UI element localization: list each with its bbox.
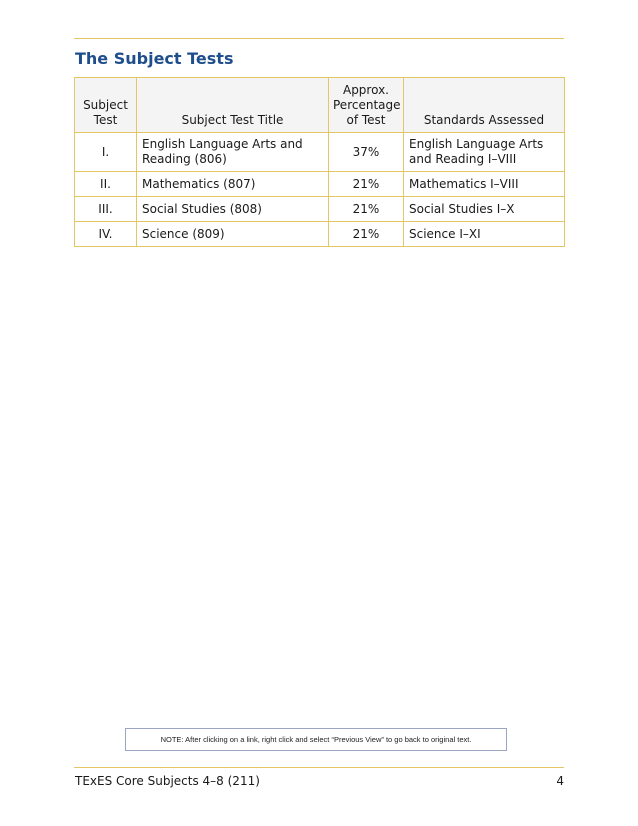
subject-standards: Mathematics I–VIII bbox=[404, 172, 565, 197]
subject-number: III. bbox=[75, 197, 137, 222]
top-divider bbox=[74, 38, 564, 39]
subject-title: English Language Arts and Reading (806) bbox=[137, 133, 329, 172]
table-row bbox=[75, 197, 565, 222]
subject-tests-table bbox=[74, 77, 565, 247]
subject-percentage: 37% bbox=[329, 133, 404, 172]
table-row bbox=[75, 133, 565, 172]
subject-percentage: 21% bbox=[329, 197, 404, 222]
header-percentage: Approx. Percentage of Test bbox=[329, 78, 404, 133]
subject-number: I. bbox=[75, 133, 137, 172]
header-title: Subject Test Title bbox=[137, 78, 329, 133]
header-standards: Standards Assessed bbox=[404, 78, 565, 133]
page-number: 4 bbox=[556, 774, 564, 788]
subject-percentage: 21% bbox=[329, 222, 404, 247]
table-row bbox=[75, 172, 565, 197]
footer-divider bbox=[74, 767, 564, 768]
subject-title: Mathematics (807) bbox=[137, 172, 329, 197]
navigation-note bbox=[125, 728, 507, 751]
subject-number: II. bbox=[75, 172, 137, 197]
subject-title: Social Studies (808) bbox=[137, 197, 329, 222]
footer-document-title: TExES Core Subjects 4–8 (211) bbox=[75, 774, 260, 788]
subject-percentage: 21% bbox=[329, 172, 404, 197]
subject-standards: Science I–XI bbox=[404, 222, 565, 247]
note-text: NOTE: After clicking on a link, right click and select “Previous View” to go back to original text. bbox=[160, 735, 472, 744]
subject-number: IV. bbox=[75, 222, 137, 247]
section-heading: The Subject Tests bbox=[75, 49, 234, 68]
table-header-row bbox=[75, 78, 565, 133]
subject-standards: Social Studies I–X bbox=[404, 197, 565, 222]
subject-standards: English Language Arts and Reading I–VIII bbox=[404, 133, 565, 172]
subject-title: Science (809) bbox=[137, 222, 329, 247]
table-row bbox=[75, 222, 565, 247]
header-subject-test: Subject Test bbox=[75, 78, 137, 133]
